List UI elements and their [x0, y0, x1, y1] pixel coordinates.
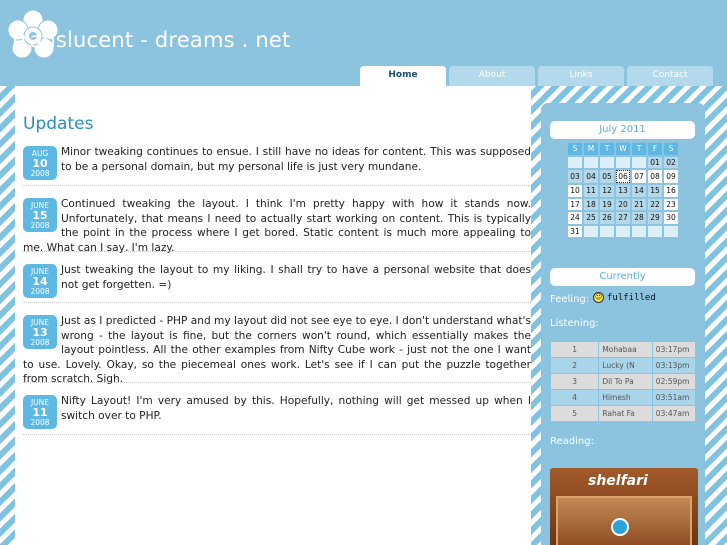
feeling-label: Feeling:	[550, 294, 590, 305]
post	[23, 197, 531, 255]
track-title: Dil To Pa	[599, 374, 651, 389]
calendar-day[interactable]: 19	[600, 199, 614, 211]
main-content	[15, 86, 531, 545]
calendar-day[interactable]: 30	[664, 212, 678, 224]
calendar-weekday: T	[600, 143, 614, 155]
post	[23, 394, 531, 429]
calendar-day[interactable]: 29	[648, 212, 662, 224]
calendar-day[interactable]: 15	[648, 185, 662, 197]
track-time: 03:47am	[653, 406, 695, 421]
site-title[interactable]: translucent - dreams . net	[12, 28, 291, 52]
calendar-empty-cell	[600, 226, 614, 238]
page-title: Updates	[23, 114, 94, 134]
post-day: 10	[32, 157, 48, 170]
post-month: JUNE	[30, 398, 50, 407]
currently-title: Currently	[550, 268, 695, 286]
calendar-day[interactable]: 10	[568, 185, 582, 197]
calendar-day[interactable]: 17	[568, 199, 582, 211]
calendar-day[interactable]: 16	[664, 185, 678, 197]
track-time: 03:17pm	[653, 342, 695, 357]
calendar-day[interactable]: 07	[632, 170, 646, 183]
site-header	[0, 0, 727, 86]
calendar-day[interactable]: 03	[568, 170, 582, 183]
track-time: 03:51am	[653, 390, 695, 405]
calendar-day[interactable]: 01	[648, 157, 662, 169]
post-year: 2008	[30, 287, 50, 296]
post-text: Nifty Layout! I'm very amused by this. Hopefully, nothing will get messed up when I switch over to PHP.	[61, 395, 531, 422]
calendar-day[interactable]: 22	[648, 199, 662, 211]
calendar-empty-cell	[664, 226, 678, 238]
post-date-badge	[23, 395, 57, 429]
calendar-day[interactable]: 08	[648, 170, 662, 183]
track-number: 3	[551, 374, 598, 389]
post-day: 14	[32, 275, 48, 288]
calendar-day[interactable]: 18	[584, 199, 598, 211]
post-divider	[23, 251, 531, 252]
calendar-day[interactable]: 25	[584, 212, 598, 224]
bookshelf	[556, 496, 692, 545]
track-number: 4	[551, 390, 598, 405]
listening-label: Listening:	[550, 318, 599, 329]
post-text: Just as I predicted - PHP and my layout did not see eye to eye. I don't understand what's wrong - the layout is fine, but the corners won't round, which essentially makes the layout pointless. All the other examples from Nifty Cube work - just not the one I want to use. Lovely. Okay, so the piecemeal ones work. Let's see if I can put the puzzle together from scratch. Sigh.	[23, 315, 531, 385]
post-text: Minor tweaking continues to ensue. I still have no ideas for content. This was supposed to be a personal domain, but my personal life is just very mundane.	[61, 146, 531, 173]
post	[23, 145, 531, 180]
post-date-badge	[23, 264, 57, 298]
calendar-empty-cell	[632, 226, 646, 238]
calendar-day[interactable]: 21	[632, 199, 646, 211]
post-divider	[23, 434, 531, 435]
calendar-weekday: W	[616, 143, 630, 155]
post	[23, 314, 531, 387]
calendar-day[interactable]: 23	[664, 199, 678, 211]
post-day: 11	[32, 406, 48, 419]
track-number: 2	[551, 358, 598, 373]
calendar-title: July 2011	[550, 121, 695, 139]
calendar-day[interactable]: 09	[664, 170, 678, 183]
track-row[interactable]	[551, 374, 695, 389]
shelfari-widget[interactable]	[550, 468, 698, 545]
calendar-day[interactable]: 31	[568, 226, 582, 238]
post-year: 2008	[30, 418, 50, 427]
mood-text: fulfilled	[607, 292, 656, 303]
calendar-day[interactable]: 27	[616, 212, 630, 224]
post-divider	[23, 185, 531, 186]
calendar-day[interactable]: 13	[616, 185, 630, 197]
recent-tracks	[550, 341, 696, 422]
post	[23, 263, 531, 298]
track-row[interactable]	[551, 390, 695, 405]
calendar-empty-cell	[568, 157, 582, 169]
track-row[interactable]	[551, 406, 695, 421]
calendar-empty-cell	[616, 226, 630, 238]
post-month: JUNE	[30, 267, 50, 276]
post-month: JUNE	[30, 318, 50, 327]
calendar-weekday: T	[632, 143, 646, 155]
track-row[interactable]	[551, 358, 695, 373]
calendar-day[interactable]: 26	[600, 212, 614, 224]
track-title: Himesh	[599, 390, 651, 405]
post-text: Just tweaking the layout to my liking. I shall try to have a personal website that does not get forgetten. =)	[61, 264, 531, 291]
post-month: AUG	[31, 149, 49, 158]
calendar-day[interactable]: 04	[584, 170, 598, 183]
post-month: JUNE	[30, 201, 50, 210]
calendar-day[interactable]: 28	[632, 212, 646, 224]
mood	[593, 292, 656, 303]
post-day: 15	[32, 209, 48, 222]
track-title: Lucky (N	[599, 358, 651, 373]
calendar-day[interactable]: 14	[632, 185, 646, 197]
reading-label: Reading:	[550, 436, 594, 447]
calendar-day[interactable]: 11	[584, 185, 598, 197]
track-time: 02:59pm	[653, 374, 695, 389]
post-divider	[23, 382, 531, 383]
calendar-empty-cell	[584, 157, 598, 169]
track-row[interactable]	[551, 342, 695, 357]
calendar-day[interactable]: 20	[616, 199, 630, 211]
tab-contact[interactable]: Contact	[627, 66, 713, 86]
track-number: 5	[551, 406, 598, 421]
tab-links[interactable]: Links	[538, 66, 624, 86]
calendar-weekday: S	[664, 143, 678, 155]
sidebar	[541, 103, 705, 545]
calendar-weekday: M	[584, 143, 598, 155]
calendar-day[interactable]: 24	[568, 212, 582, 224]
smiley-icon: ☺	[594, 293, 603, 301]
calendar-day[interactable]: 05	[600, 170, 614, 183]
book-icon[interactable]	[611, 518, 629, 536]
calendar-empty-cell	[616, 157, 630, 169]
track-title: Mohabaa	[599, 342, 651, 357]
post-date-badge	[23, 146, 57, 180]
tab-home[interactable]: Home	[360, 66, 446, 86]
shelfari-logo: shelfari	[588, 473, 648, 489]
post-year: 2008	[30, 338, 50, 347]
post-year: 2008	[30, 169, 50, 178]
track-number: 1	[551, 342, 598, 357]
calendar	[566, 141, 680, 239]
calendar-day[interactable]: 12	[600, 185, 614, 197]
calendar-empty-cell	[584, 226, 598, 238]
calendar-day[interactable]: 02	[664, 157, 678, 169]
track-title: Rahat Fa	[599, 406, 651, 421]
tab-about[interactable]: About	[449, 66, 535, 86]
calendar-empty-cell	[600, 157, 614, 169]
post-year: 2008	[30, 221, 50, 230]
post-date-badge	[23, 198, 57, 232]
calendar-empty-cell	[632, 157, 646, 169]
post-day: 13	[32, 326, 48, 339]
calendar-empty-cell	[648, 226, 662, 238]
calendar-weekday: F	[648, 143, 662, 155]
calendar-day[interactable]: 06	[616, 170, 630, 183]
post-text: Continued tweaking the layout. I think I'm pretty happy with how it stands now. Unfortunately, that means I need to actually start working on content. This is typically the point in the process where I get bored. Static content is much more appealing to me. What can I say, I'm lazy.	[23, 198, 531, 254]
calendar-weekday: S	[568, 143, 582, 155]
post-divider	[23, 302, 531, 303]
post-date-badge	[23, 315, 57, 349]
track-time: 03:13pm	[653, 358, 695, 373]
